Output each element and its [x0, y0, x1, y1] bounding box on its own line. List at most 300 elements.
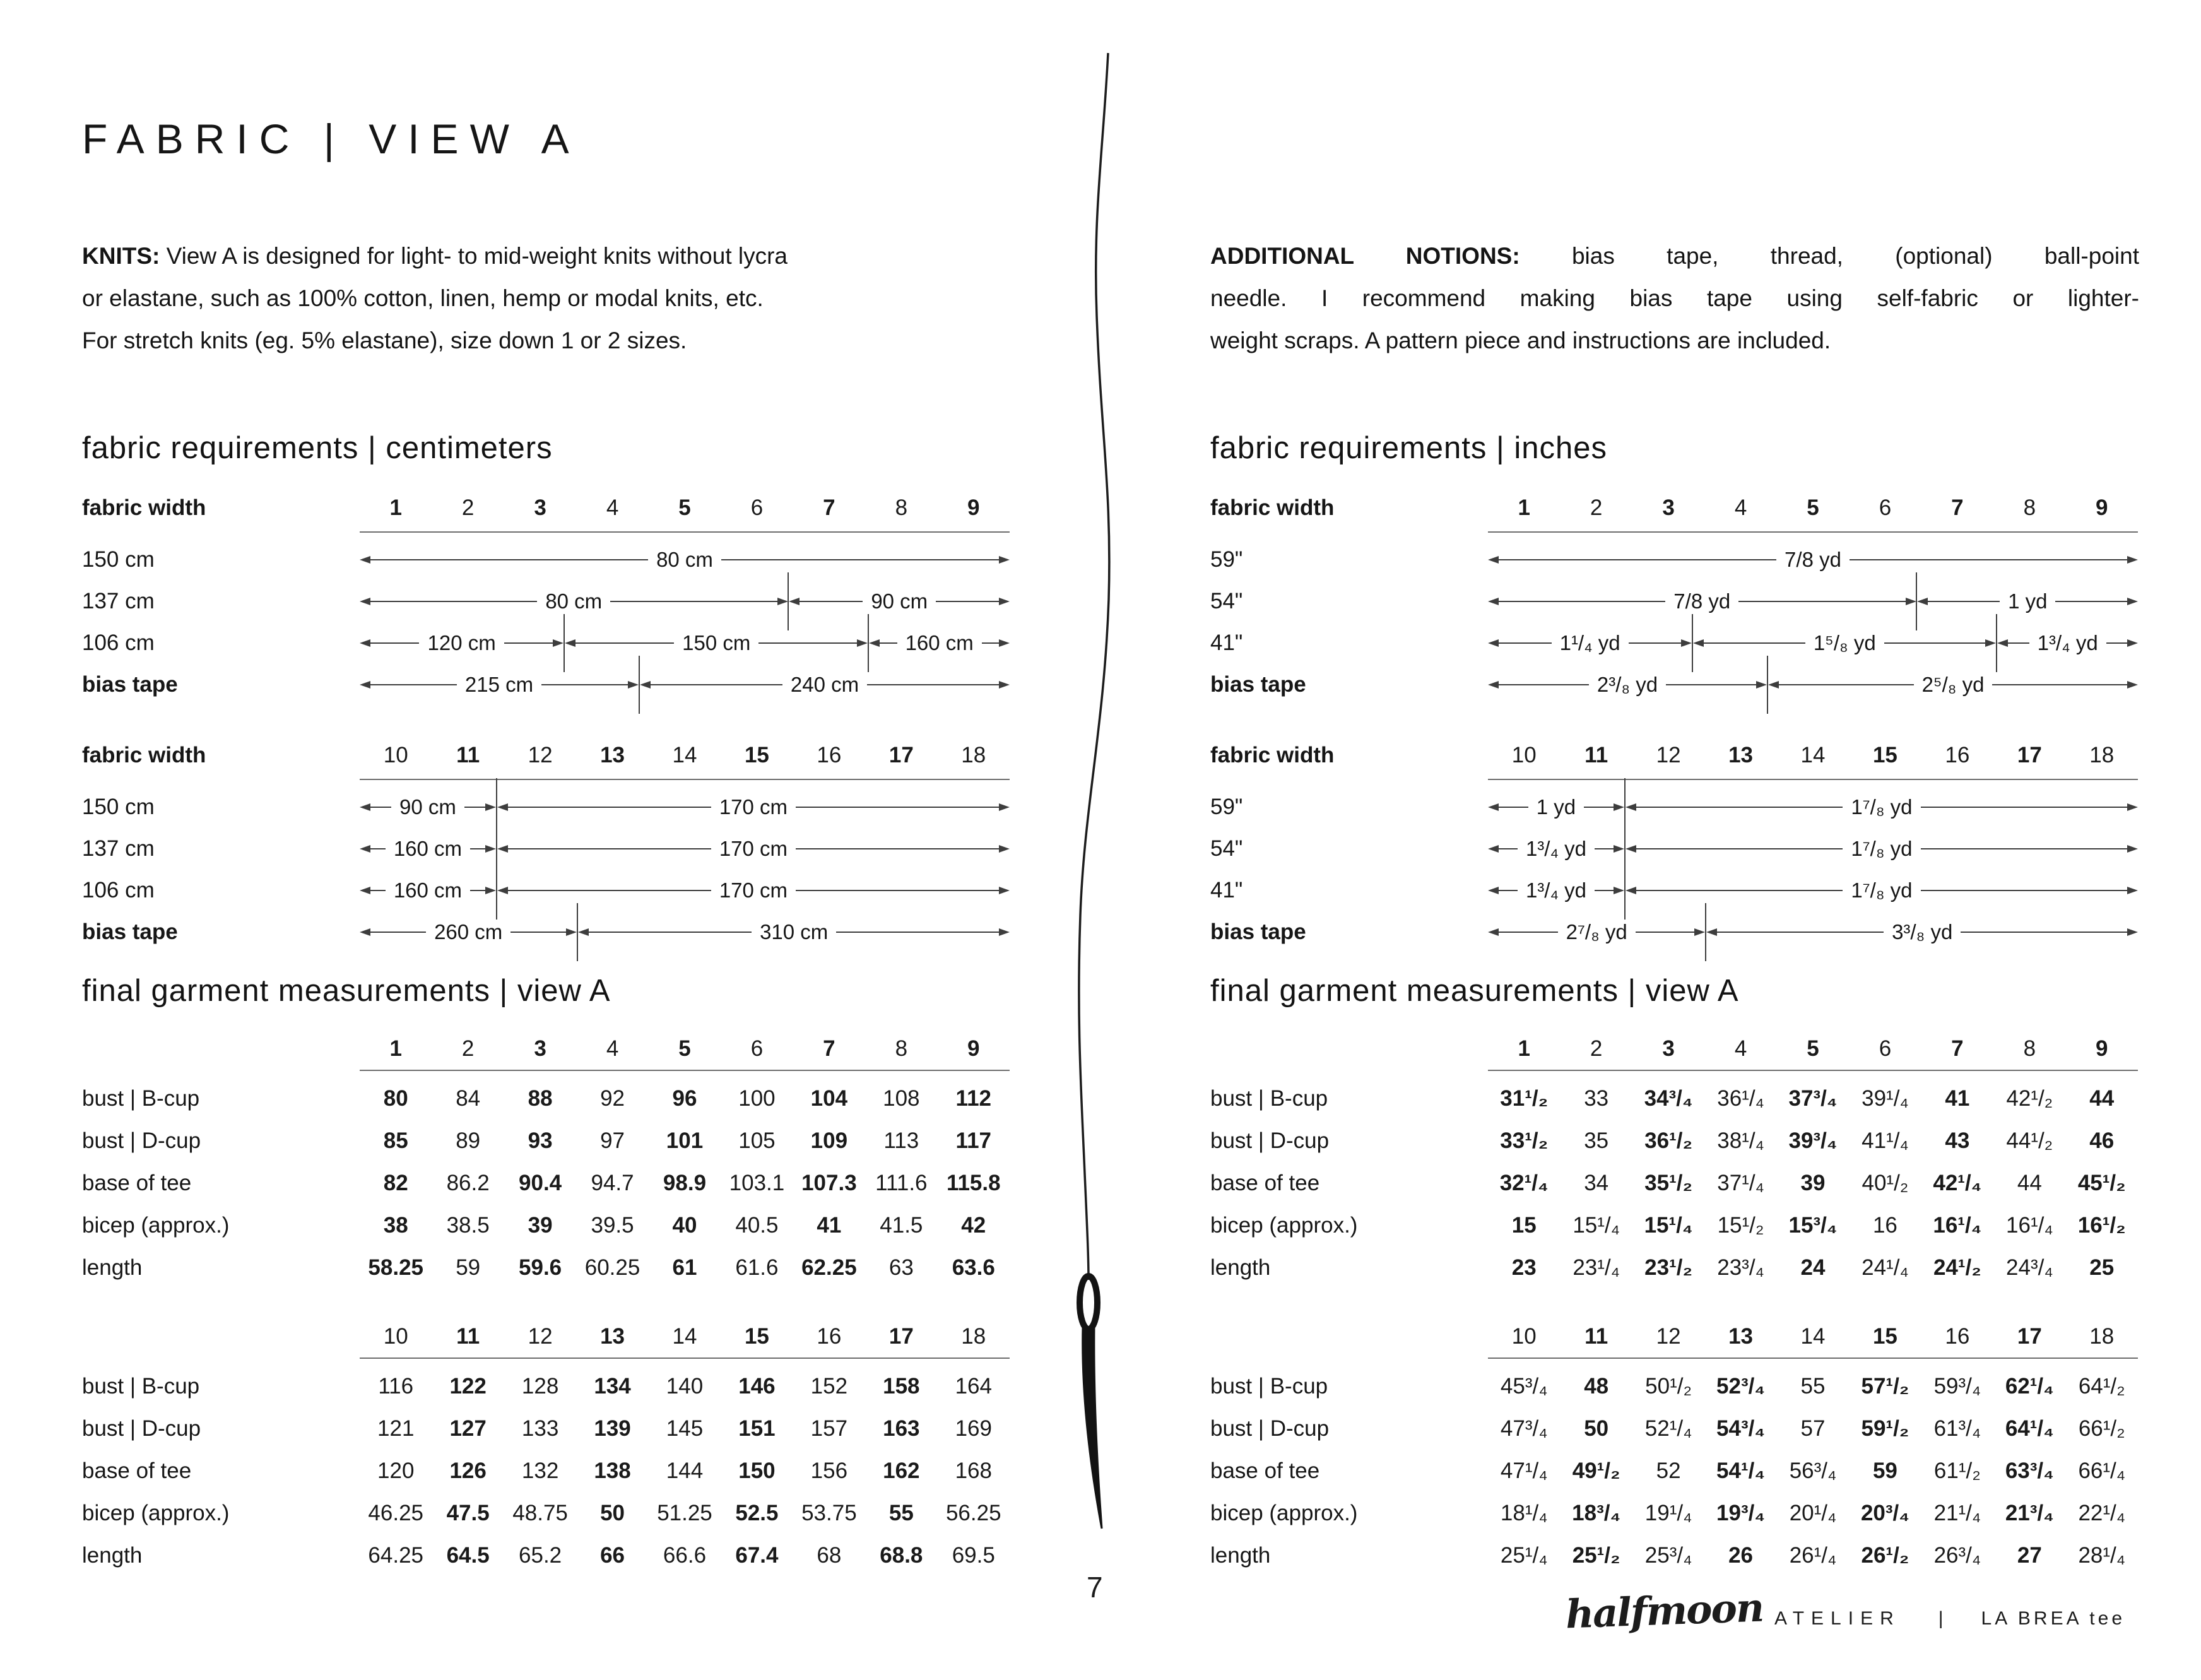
- measurement-value: 41: [1945, 1085, 1970, 1111]
- fabric-requirement-row: [1210, 664, 2138, 706]
- section-heading: fabric requirements | centimeters: [82, 431, 553, 465]
- measurement-value: 120: [377, 1458, 415, 1483]
- arrowhead-right-icon: [2127, 803, 2138, 811]
- arrow-line: [1499, 890, 1518, 891]
- brand-logo: halfmoon: [1564, 1584, 1764, 1638]
- notions-label: ADDITIONAL NOTIONS:: [1210, 243, 1520, 269]
- yardage-label: 80 cm: [656, 548, 713, 571]
- measurement-value: 163: [883, 1416, 920, 1441]
- measurement-value: 27: [2017, 1542, 2042, 1568]
- yardage-label: 240 cm: [790, 673, 859, 696]
- yardage-span: [1997, 631, 2138, 655]
- arrowhead-right-icon: [485, 887, 496, 894]
- knits-line: KNITS: View A is designed for light- to mid-weight knits without lycra: [82, 243, 788, 269]
- arrow-line: [2106, 642, 2127, 644]
- arrowhead-left-icon: [360, 928, 370, 936]
- row-label: 54": [1210, 836, 1243, 861]
- size-header-cell: 17: [888, 743, 914, 767]
- yardage-label: 1 yd: [2008, 589, 2048, 613]
- garment-measurements-in-section: [1210, 973, 2138, 1576]
- measurement-value: 50: [1584, 1416, 1609, 1441]
- measurement-value: 37¹/₄: [1717, 1170, 1764, 1195]
- measurement-value: 49¹/₂: [1572, 1458, 1620, 1483]
- fabric-requirements-table: [1210, 732, 2138, 953]
- measurement-value: 16: [1872, 1212, 1897, 1238]
- measurement-value: 63: [888, 1255, 914, 1280]
- measurement-value: 85: [383, 1128, 408, 1153]
- arrow-line: [1779, 684, 1914, 685]
- notions-paragraph: [1210, 235, 2139, 362]
- yardage-span: [1488, 589, 1916, 613]
- arrowhead-right-icon: [1681, 639, 1692, 647]
- yardage-span: [640, 673, 1010, 697]
- fabric-requirement-row: [82, 786, 1010, 828]
- row-label: 150 cm: [82, 547, 155, 572]
- measurement-label: bicep (approx.): [82, 1212, 230, 1238]
- yardage-diagram: [1488, 664, 2138, 706]
- measurement-value: 126: [449, 1458, 487, 1483]
- measurement-value: 122: [449, 1373, 487, 1399]
- yardage-label: 215 cm: [464, 673, 534, 696]
- measurement-value: 42: [961, 1212, 986, 1238]
- measurement-value: 61¹/₂: [1933, 1458, 1981, 1483]
- measurement-value: 40.5: [735, 1212, 779, 1238]
- yardage-diagram: [1488, 581, 2138, 622]
- measurement-value: 107.3: [801, 1170, 857, 1195]
- measurement-value: 54³/₄: [1716, 1416, 1766, 1441]
- yardage-label: 1 yd: [1536, 795, 1576, 819]
- measurement-value: 103.1: [729, 1170, 785, 1195]
- measurement-value: 82: [383, 1170, 408, 1195]
- fabric-requirements-cm-tables: [82, 485, 1010, 953]
- size-header-cell: 8: [895, 1036, 908, 1061]
- yardage-span: [360, 878, 496, 902]
- yardage-diagram: [360, 664, 1010, 706]
- fabric-width-header-row: [82, 485, 1010, 531]
- size-header-cells: [1488, 1324, 2138, 1349]
- arrowhead-right-icon: [999, 803, 1010, 811]
- measurement-row: [82, 1120, 1010, 1162]
- measurement-cells: [1488, 1458, 2138, 1484]
- measurement-value: 63.6: [952, 1255, 995, 1280]
- measurement-value: 157: [810, 1416, 848, 1441]
- size-header-cell: 8: [2023, 1036, 2036, 1061]
- row-label: 150 cm: [82, 795, 155, 819]
- measurement-value: 80: [383, 1085, 408, 1111]
- arrowhead-left-icon: [1488, 598, 1499, 605]
- size-header-cell: 14: [672, 743, 697, 767]
- yardage-label: 170 cm: [719, 878, 788, 902]
- page-number: 7: [1087, 1571, 1103, 1604]
- row-label: 59": [1210, 547, 1243, 572]
- size-header-cell: 17: [888, 1323, 914, 1349]
- measurement-value: 152: [810, 1373, 848, 1399]
- yardage-span: [1488, 631, 1692, 655]
- arrowhead-right-icon: [1694, 928, 1705, 936]
- size-header-cell: 2: [1590, 1036, 1603, 1061]
- fabric-requirement-row: [82, 911, 1010, 953]
- measurement-row: [82, 1204, 1010, 1246]
- yardage-span: [789, 589, 1010, 613]
- measurement-value: 52.5: [735, 1500, 779, 1525]
- measurement-value: 58.25: [368, 1255, 424, 1280]
- measurement-value: 59.6: [519, 1255, 562, 1280]
- measurement-value: 40: [672, 1212, 697, 1238]
- arrowhead-left-icon: [497, 887, 508, 894]
- arrowhead-right-icon: [857, 639, 868, 647]
- size-header-cell: 12: [1656, 1323, 1681, 1349]
- size-header-cell: 18: [2089, 1323, 2115, 1349]
- header-rule: [360, 531, 1010, 533]
- measurement-value: 37³/₄: [1788, 1085, 1838, 1111]
- yardage-label: 7/8 yd: [1785, 548, 1841, 571]
- measurement-row: [1210, 1450, 2138, 1492]
- arrow-line: [470, 848, 485, 849]
- measurement-value: 25: [2089, 1255, 2115, 1280]
- measurement-value: 66.6: [663, 1542, 707, 1568]
- arrowhead-left-icon: [1626, 887, 1636, 894]
- arrowhead-right-icon: [2127, 845, 2138, 853]
- row-label: 41": [1210, 630, 1243, 655]
- measurement-cells: [360, 1543, 1010, 1568]
- measurement-value: 104: [810, 1085, 848, 1111]
- header-rule: [360, 779, 1010, 780]
- needle-icon: [1083, 1327, 1102, 1529]
- arrow-line: [1738, 601, 1905, 602]
- size-header-cell: 15: [1872, 1323, 1897, 1349]
- yardage-label: 1⁵/₈ yd: [1813, 631, 1876, 654]
- fabric-width-header-row: [82, 732, 1010, 779]
- arrowhead-left-icon: [1488, 681, 1499, 689]
- size-header-cell: 3: [534, 1036, 546, 1061]
- size-header-cell: 4: [1734, 1036, 1747, 1061]
- size-header-row: [82, 1315, 1010, 1358]
- yardage-span: [1693, 631, 1996, 655]
- measurement-value: 15¹/₄: [1644, 1212, 1693, 1238]
- yardage-span: [360, 795, 496, 819]
- arrow-line: [1850, 559, 2127, 560]
- measurement-value: 68: [817, 1542, 842, 1568]
- yardage-span: [1917, 589, 2138, 613]
- size-header-cell: 4: [606, 1036, 619, 1061]
- measurement-value: 52: [1656, 1458, 1681, 1483]
- measurement-row: [1210, 1162, 2138, 1204]
- measurement-value: 111.6: [875, 1170, 928, 1195]
- fabric-requirements-table: [82, 485, 1010, 706]
- measurement-value: 133: [521, 1416, 559, 1441]
- yardage-diagram: [1488, 911, 2138, 953]
- arrow-line: [1636, 848, 1843, 849]
- measurement-cells: [1488, 1128, 2138, 1154]
- yardage-label: 150 cm: [682, 631, 751, 654]
- size-header-cell: 6: [750, 1036, 764, 1061]
- measurement-row: [82, 1534, 1010, 1576]
- measurement-value: 100: [738, 1085, 776, 1111]
- size-header-cell: 5: [678, 1036, 691, 1061]
- measurement-value: 63³/₄: [2005, 1458, 2054, 1483]
- measurement-value: 16¹/₄: [1933, 1212, 1982, 1238]
- arrowhead-right-icon: [999, 928, 1010, 936]
- arrowhead-left-icon: [360, 887, 370, 894]
- yardage-label: 1³/₄ yd: [1525, 878, 1586, 902]
- size-header-cell: 13: [1728, 743, 1754, 767]
- measurement-value: 39³/₄: [1788, 1128, 1838, 1153]
- measurement-value: 116: [378, 1373, 414, 1399]
- measurement-value: 26³/₄: [1933, 1542, 1981, 1568]
- arrowhead-right-icon: [2127, 639, 2138, 647]
- row-label: 137 cm: [82, 836, 155, 861]
- arrowhead-left-icon: [1706, 928, 1717, 936]
- size-header-cell: 1: [1518, 495, 1530, 520]
- measurement-value: 139: [594, 1416, 631, 1441]
- size-header-cell: 6: [1879, 495, 1892, 520]
- arrow-line: [1992, 684, 2127, 685]
- yardage-span: [360, 673, 639, 697]
- arrow-line: [370, 932, 426, 933]
- measurement-label: bust | B-cup: [82, 1373, 200, 1399]
- yardage-diagram: [360, 911, 1010, 953]
- garment-measurements-cm-tables: [82, 1027, 1010, 1576]
- fabric-width-label: fabric width: [82, 495, 206, 520]
- section-heading: final garment measurements | view A: [82, 974, 611, 1008]
- measurement-row: [82, 1492, 1010, 1534]
- size-header-cell: 10: [1511, 1323, 1537, 1349]
- arrowhead-right-icon: [2127, 556, 2138, 564]
- measurement-value: 25¹/₄: [1500, 1542, 1548, 1568]
- yardage-span: [360, 837, 496, 861]
- size-header-cell: 1: [1518, 1036, 1530, 1061]
- arrowhead-left-icon: [360, 639, 370, 647]
- arrow-line: [1636, 890, 1843, 891]
- yardage-span: [1706, 920, 2138, 944]
- knits-line: For stretch knits (eg. 5% elastane), size down 1 or 2 sizes.: [82, 328, 687, 353]
- measurement-row: [1210, 1534, 2138, 1576]
- size-header-cell: 5: [1807, 495, 1819, 520]
- size-header-cell: 14: [672, 1323, 697, 1349]
- arrowhead-right-icon: [999, 598, 1010, 605]
- measurement-row: [1210, 1120, 2138, 1162]
- measurement-value: 57¹/₂: [1861, 1373, 1909, 1399]
- yardage-diagram: [360, 828, 1010, 870]
- arrow-line: [1928, 601, 2000, 602]
- yardage-span: [1626, 878, 2138, 902]
- measurement-value: 22¹/₄: [2078, 1500, 2126, 1525]
- row-label: bias tape: [82, 672, 178, 697]
- measurement-value: 146: [738, 1373, 776, 1399]
- size-header-cell: 5: [678, 495, 691, 520]
- row-label: 54": [1210, 589, 1243, 613]
- garment-measurements-table: [82, 1315, 1010, 1576]
- arrowhead-left-icon: [1488, 803, 1499, 811]
- yardage-diagram: [360, 581, 1010, 622]
- arrow-line: [1499, 848, 1518, 849]
- yardage-label: 1¹/₄ yd: [1559, 631, 1620, 654]
- measurement-value: 21¹/₄: [1933, 1500, 1981, 1525]
- fabric-requirement-row: [1210, 828, 2138, 870]
- measurement-value: 24¹/₂: [1933, 1255, 1981, 1280]
- arrow-line: [1666, 684, 1756, 685]
- measurement-label: length: [82, 1255, 143, 1280]
- measurement-value: 64.25: [368, 1542, 424, 1568]
- size-header-cell: 9: [967, 1036, 980, 1061]
- yardage-diagram: [360, 870, 1010, 911]
- size-header-cell: 15: [744, 1323, 769, 1349]
- size-header-cell: 3: [534, 495, 546, 520]
- measurement-cells: [360, 1213, 1010, 1238]
- size-header-cell: 13: [600, 1323, 625, 1349]
- arrow-line: [982, 642, 999, 644]
- arrowhead-right-icon: [999, 845, 1010, 853]
- size-header-cell: 15: [1872, 743, 1897, 767]
- fabric-requirements-table: [82, 732, 1010, 953]
- measurement-value: 21³/₄: [2005, 1500, 2054, 1525]
- row-label: 137 cm: [82, 589, 155, 613]
- measurement-value: 101: [666, 1128, 704, 1153]
- yardage-span: [1488, 878, 1624, 902]
- measurement-value: 53.75: [801, 1500, 857, 1525]
- arrow-line: [464, 807, 485, 808]
- measurement-value: 35: [1584, 1128, 1609, 1153]
- size-header-cell: 13: [1728, 1323, 1754, 1349]
- measurement-value: 15¹/₄: [1573, 1212, 1620, 1238]
- arrowhead-left-icon: [789, 598, 800, 605]
- size-header-cell: 16: [1945, 1323, 1970, 1349]
- size-header-cell: 1: [389, 1036, 402, 1061]
- measurement-value: 39: [1800, 1170, 1826, 1195]
- row-label: bias tape: [1210, 920, 1306, 944]
- measurement-cells: [1488, 1171, 2138, 1196]
- yardage-span: [1488, 795, 1624, 819]
- measurement-value: 25¹/₂: [1572, 1542, 1620, 1568]
- yardage-span: [565, 631, 868, 655]
- yardage-label: 1³/₄ yd: [1525, 837, 1586, 860]
- arrowhead-right-icon: [553, 639, 564, 647]
- measurement-row: [82, 1365, 1010, 1407]
- measurement-cells: [360, 1501, 1010, 1526]
- fabric-requirement-row: [1210, 539, 2138, 581]
- measurement-value: 66¹/₄: [2078, 1458, 2126, 1483]
- arrow-line: [1499, 601, 1665, 602]
- size-header-cells: [360, 1036, 1010, 1062]
- yardage-span: [360, 589, 788, 613]
- measurement-value: 59¹/₂: [1861, 1416, 1909, 1441]
- arrowhead-left-icon: [1488, 928, 1499, 936]
- arrowhead-right-icon: [485, 803, 496, 811]
- measurement-value: 61: [672, 1255, 697, 1280]
- yardage-label: 260 cm: [434, 920, 503, 944]
- measurement-value: 23¹/₂: [1644, 1255, 1693, 1280]
- arrow-line: [610, 601, 777, 602]
- size-header-cell: 17: [2017, 743, 2042, 767]
- size-header-cell: 7: [1951, 1036, 1964, 1061]
- arrowhead-right-icon: [999, 681, 1010, 689]
- measurement-cells: [1488, 1374, 2138, 1399]
- yardage-diagram: [360, 539, 1010, 581]
- size-header-cells: [1488, 1036, 2138, 1062]
- arrowhead-left-icon: [1917, 598, 1928, 605]
- measurement-value: 66¹/₂: [2078, 1416, 2125, 1441]
- measurement-cells: [360, 1086, 1010, 1111]
- yardage-span: [1626, 837, 2138, 861]
- fabric-requirement-row: [1210, 581, 2138, 622]
- row-label: bias tape: [1210, 672, 1306, 697]
- measurement-value: 18³/₄: [1572, 1500, 1621, 1525]
- measurement-value: 51.25: [657, 1500, 712, 1525]
- size-header-cell: 6: [750, 495, 764, 520]
- size-header-cell: 2: [1590, 495, 1603, 520]
- measurement-value: 115.8: [946, 1170, 1001, 1195]
- measurement-value: 96: [672, 1085, 697, 1111]
- arrow-line: [796, 848, 999, 849]
- size-header-cell: 12: [528, 743, 553, 767]
- measurement-value: 34³/₄: [1644, 1085, 1693, 1111]
- measurement-value: 113: [883, 1128, 919, 1153]
- measurement-row: [1210, 1365, 2138, 1407]
- measurement-value: 23¹/₄: [1573, 1255, 1620, 1280]
- arrowhead-right-icon: [1614, 887, 1624, 894]
- measurement-value: 64¹/₄: [2005, 1416, 2054, 1441]
- yardage-diagram: [360, 622, 1010, 664]
- measurement-value: 24³/₄: [2006, 1255, 2053, 1280]
- measurement-value: 19¹/₄: [1644, 1500, 1692, 1525]
- fabric-width-label: fabric width: [1210, 495, 1335, 520]
- arrow-line: [796, 807, 999, 808]
- measurement-cells: [360, 1416, 1010, 1441]
- arrow-line: [541, 684, 628, 685]
- arrowhead-right-icon: [628, 681, 639, 689]
- measurement-value: 16¹/₄: [2006, 1212, 2053, 1238]
- size-header-cell: 8: [2023, 495, 2036, 520]
- size-header-cell: 9: [967, 495, 980, 520]
- garment-measurements-table: [82, 1027, 1010, 1289]
- measurement-value: 41: [817, 1212, 842, 1238]
- measurement-value: 108: [883, 1085, 920, 1111]
- yardage-label: 1³/₄ yd: [2037, 631, 2098, 654]
- arrow-line: [1961, 932, 2127, 933]
- arrowhead-left-icon: [1488, 556, 1499, 564]
- measurement-value: 55: [1800, 1373, 1826, 1399]
- measurement-value: 26: [1728, 1542, 1754, 1568]
- measurement-value: 18¹/₄: [1500, 1500, 1548, 1525]
- arrow-line: [508, 890, 711, 891]
- measurement-value: 127: [449, 1416, 487, 1441]
- arrowhead-left-icon: [565, 639, 575, 647]
- fabric-requirement-row: [82, 539, 1010, 581]
- measurement-value: 44¹/₂: [2006, 1128, 2053, 1153]
- measurement-value: 15: [1511, 1212, 1537, 1238]
- measurement-label: base of tee: [82, 1458, 192, 1483]
- measurement-value: 112: [955, 1085, 991, 1111]
- measurement-value: 97: [600, 1128, 625, 1153]
- size-header-row: [1210, 1315, 2138, 1358]
- arrow-line: [1595, 848, 1614, 849]
- arrow-line: [504, 642, 553, 644]
- size-header-cell: 11: [456, 743, 480, 767]
- arrow-line: [1921, 807, 2127, 808]
- yardage-span: [578, 920, 1010, 944]
- measurement-value: 28¹/₄: [2078, 1542, 2126, 1568]
- arrowhead-right-icon: [1906, 598, 1916, 605]
- measurement-value: 140: [666, 1373, 704, 1399]
- yardage-label: 2³/₈ yd: [1596, 673, 1658, 696]
- measurement-value: 54¹/₄: [1716, 1458, 1766, 1483]
- size-header-cell: 12: [528, 1323, 553, 1349]
- arrow-line: [510, 932, 566, 933]
- fabric-requirements-cm-section: [82, 430, 1010, 953]
- measurement-cells: [1488, 1213, 2138, 1238]
- measurement-value: 15³/₄: [1788, 1212, 1838, 1238]
- measurement-value: 169: [955, 1416, 992, 1441]
